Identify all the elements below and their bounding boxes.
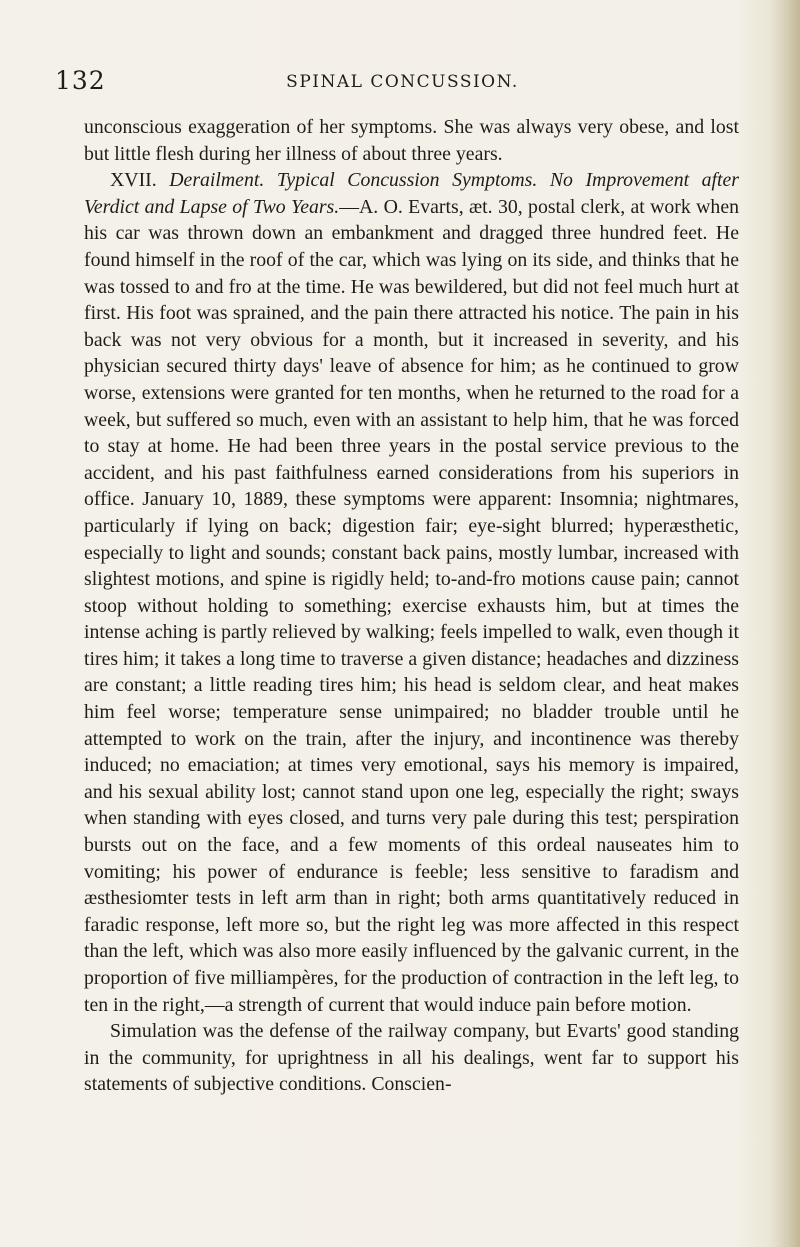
- page-edge-stain: [770, 0, 800, 1247]
- case-number: XVII.: [110, 169, 157, 192]
- paragraph-continuation: unconscious exaggeration of her symptoms. She was always very obese, and lost but little flesh during her illness of about three years.: [84, 116, 739, 165]
- case-title: Derailment. Typical Concussion Symptoms. No Improvement after Verdict and Lapse of Two Years.: [84, 169, 739, 218]
- page-header: [55, 66, 750, 96]
- running-title: SPINAL CONCUSSION.: [286, 72, 519, 92]
- page-number: 132: [55, 66, 106, 95]
- case-paragraph: [84, 167, 739, 1018]
- body-text: [84, 114, 739, 1098]
- paragraph-simulation: Simulation was the defense of the railway company, but Evarts' good standing in the community, for uprightness in all his dealings, went far to support his statements of subjective conditions. Conscien-: [84, 1020, 739, 1096]
- case-text: —A. O. Evarts, æt. 30, postal clerk, at work when his car was thrown down an embankment and dragged three hundred feet. He found himself in the roof of the car, which was lying on its side, and thinks that he was tossed to and fro at the time. He was bewildered, but did not feel much hurt at first. His foot was sprained, and the pain there attracted his notice. The pain in his back was not very obvious for a month, but it increased in severity, and his physician secured thirty days' leave of absence for him; as he continued to grow worse, extensions were granted for ten months, when he returned to the road for a week, but suffered so much, even with an assistant to help him, that he was forced to stay at home. He had been three years in the postal service previous to the accident, and his past faithfulness earned considerations from his superiors in office. January 10, 1889, these symptoms were apparent: Insomnia; nightmares, particularly if lying on back; digestion fair; eye-sight blurred; hyperæsthetic, especially to light and sounds; constant back pains, mostly lumbar, increased with slightest motions, and spine is rigidly held; to-and-fro motions cause pain; cannot stoop without holding to something; exercise exhausts him, but at times the intense aching is partly relieved by walking; feels impelled to walk, even though it tires him; it takes a long time to traverse a given distance; headaches and dizziness are constant; a little reading tires him; his head is seldom clear, and heat makes him feel worse; temperature sense unimpaired; no bladder trouble until he attempted to work on the train, after the injury, and incontinence was thereby induced; no emaciation; at times very emotional, says his memory is impaired, and his sexual ability lost; cannot stand upon one leg, especially the right; sways when standing with eyes closed, and turns very pale during this test; perspiration bursts out on the face, and a few moments of this ordeal nauseates him to vomiting; his power of endurance is feeble; less sensitive to faradism and æsthesiomter tests in left arm than in right; both arms quantitatively reduced in faradic response, left more so, but the right leg was more affected in this respect than the left, which was also more easily influenced by the galvanic current, in the proportion of five milliampères, for the production of contraction in the left leg, to ten in the right,—a strength of current that would induce pain before motion.: [84, 195, 739, 1016]
